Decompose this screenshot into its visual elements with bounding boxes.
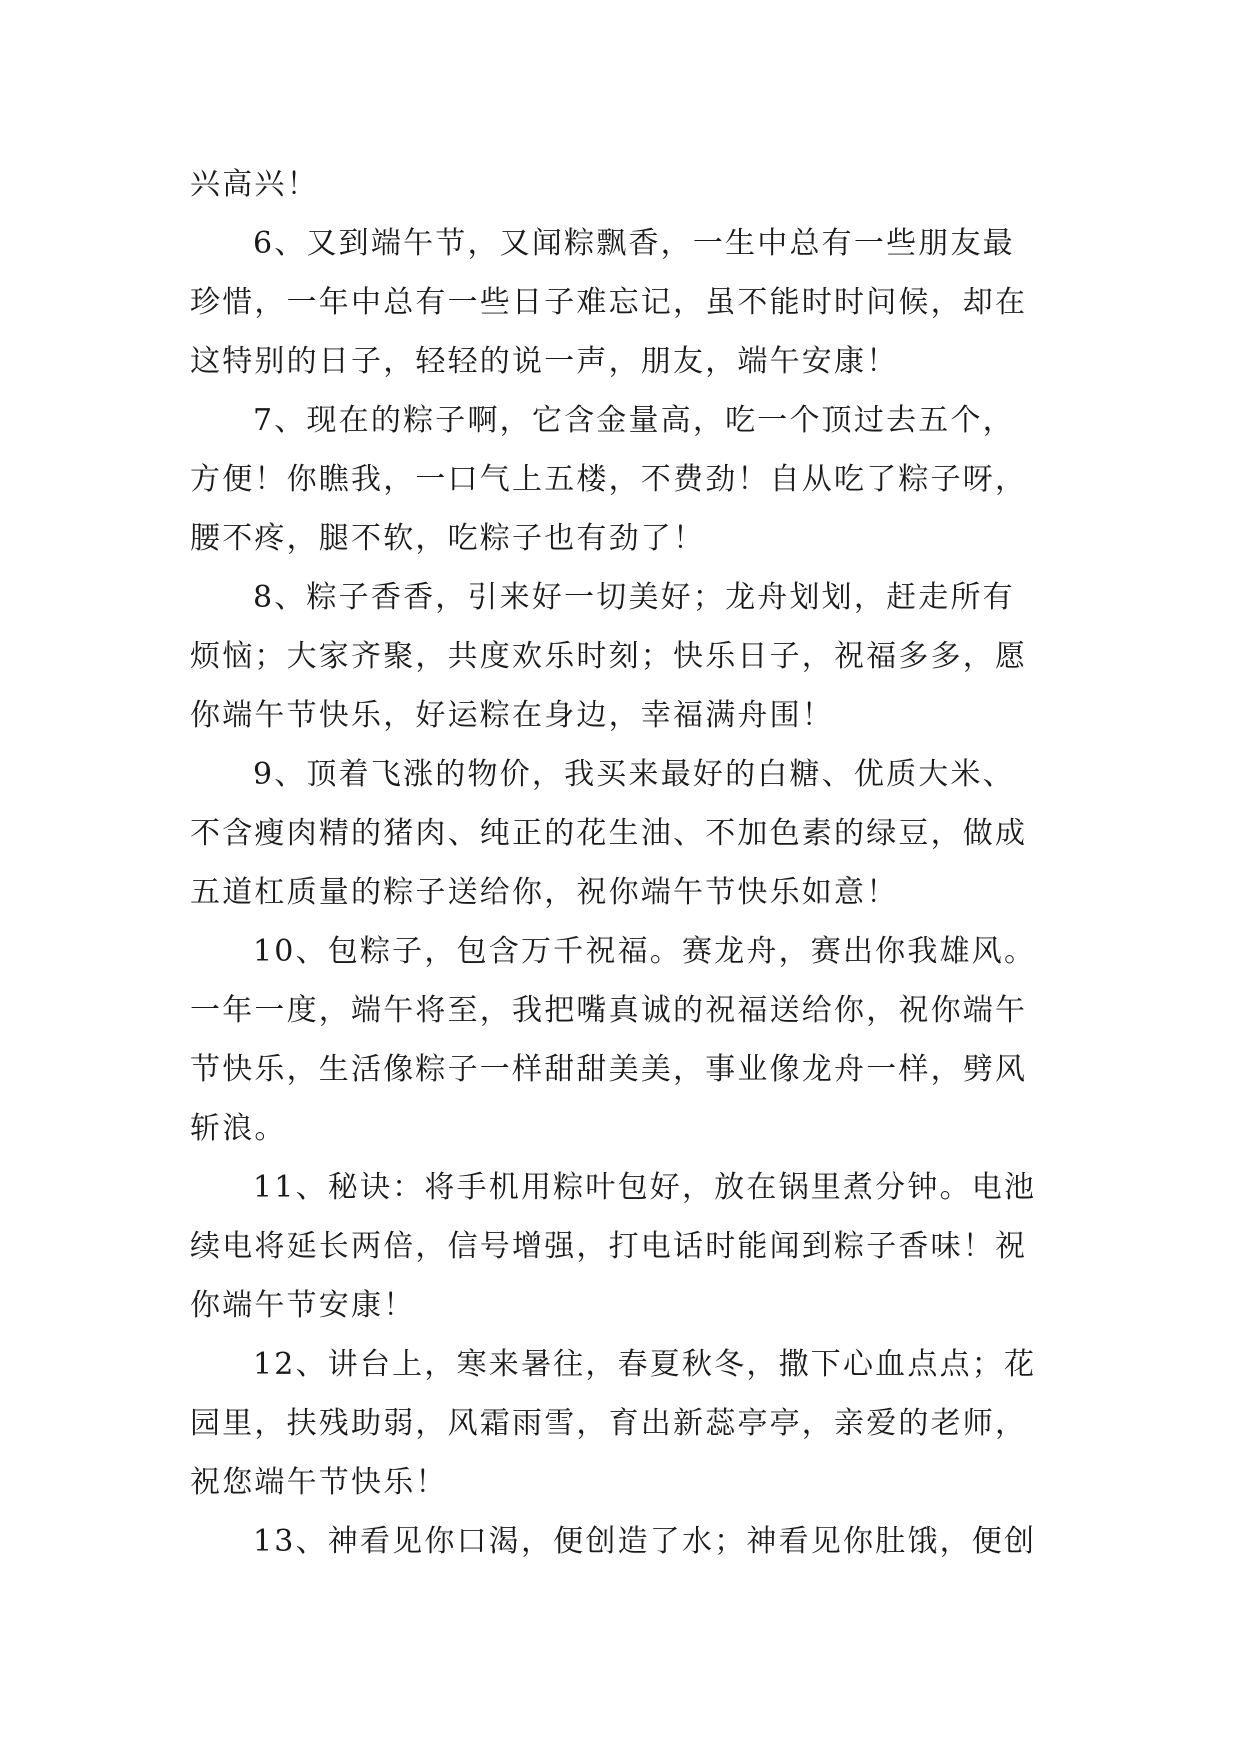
text-line: 11、秘诀：将手机用粽叶包好，放在锅里煮分钟。电池 — [253, 1170, 1037, 1205]
text-line: 13、神看见你口渴，便创造了水；神看见你肚饿，便创 — [253, 1524, 1037, 1559]
text-line: 一年一度，端午将至，我把嘴真诚的祝福送给你，祝你端午 — [190, 993, 1028, 1028]
text-line: 兴高兴！ — [190, 167, 319, 202]
text-line: 你端午节安康！ — [190, 1288, 416, 1323]
text-line: 斩浪。 — [190, 1111, 287, 1146]
text-line: 6、又到端午节，又闻粽飘香，一生中总有一些朋友最 — [253, 226, 1015, 261]
text-line: 你端午节快乐，好运粽在身边，幸福满舟围！ — [190, 698, 834, 733]
text-line: 9、顶着飞涨的物价，我买来最好的白糖、优质大米、 — [253, 757, 1015, 792]
document-body — [190, 155, 1060, 1571]
text-line: 祝您端午节快乐！ — [190, 1465, 448, 1500]
text-line: 不含瘦肉精的猪肉、纯正的花生油、不加色素的绿豆，做成 — [190, 816, 1028, 851]
text-line: 7、现在的粽子啊，它含金量高，吃一个顶过去五个， — [253, 403, 1015, 438]
text-line: 烦恼；大家齐聚，共度欢乐时刻；快乐日子，祝福多多，愿 — [190, 639, 1028, 674]
text-line: 方便！你瞧我，一口气上五楼，不费劲！自从吃了粽子呀， — [190, 462, 1028, 497]
text-line: 12、讲台上，寒来暑往，春夏秋冬，撒下心血点点；花 — [253, 1347, 1037, 1382]
text-line: 珍惜，一年中总有一些日子难忘记，虽不能时时问候，却在 — [190, 285, 1028, 320]
text-line: 这特别的日子，轻轻的说一声，朋友，端午安康！ — [190, 344, 899, 379]
text-line: 8、粽子香香，引来好一切美好；龙舟划划，赶走所有 — [253, 580, 1015, 615]
text-line: 节快乐，生活像粽子一样甜甜美美，事业像龙舟一样，劈风 — [190, 1052, 1028, 1087]
text-line: 园里，扶残助弱，风霜雨雪，育出新蕊亭亭，亲爱的老师， — [190, 1406, 1028, 1441]
text-line: 续电将延长两倍，信号增强，打电话时能闻到粽子香味！祝 — [190, 1229, 1028, 1264]
text-line: 腰不疼，腿不软，吃粽子也有劲了！ — [190, 521, 706, 556]
text-line: 10、包粽子，包含万千祝福。赛龙舟，赛出你我雄风。 — [253, 934, 1037, 969]
text-line: 五道杠质量的粽子送给你，祝你端午节快乐如意！ — [190, 875, 899, 910]
